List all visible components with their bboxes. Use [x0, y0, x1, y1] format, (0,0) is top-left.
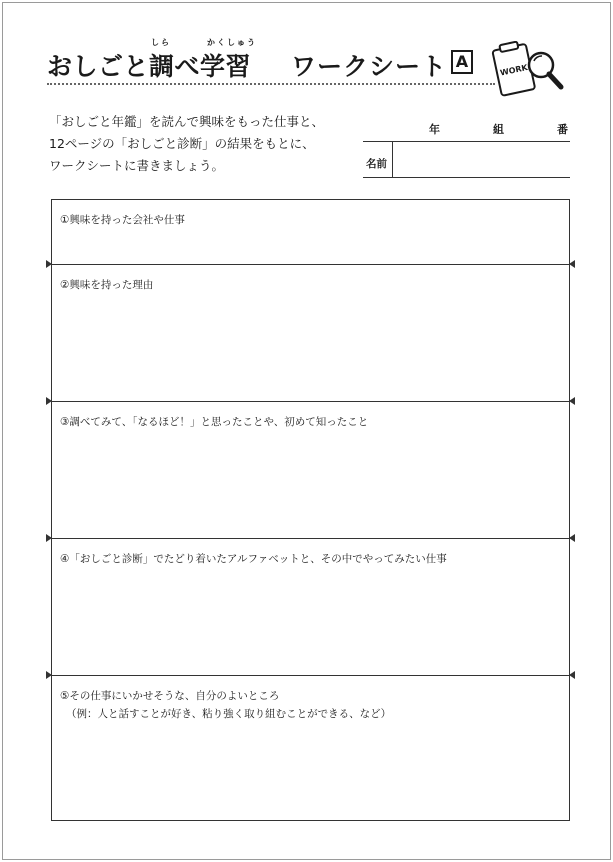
version-badge: A [451, 50, 473, 74]
marker-right-2 [569, 397, 575, 405]
question-3-label: ③調べてみて、「なるほど！」と思ったことや、初めて知ったこと [60, 416, 369, 428]
name-field[interactable] [363, 141, 570, 178]
work-icon-label: WORK [499, 62, 529, 78]
question-4-label: ④「おしごと診断」でたどり着いたアルファベットと、その中でやってみたい仕事 [60, 553, 447, 565]
title-ruby-gakushu: かくしゅう [207, 38, 257, 47]
title-dotted-rule [47, 83, 495, 85]
question-5-label: ⑤その仕事にいかせそうな、自分のよいところ [60, 690, 280, 702]
title-subtitle: ワークシート [291, 52, 448, 81]
question-2-label: ②興味を持った理由 [60, 279, 154, 291]
question-1-label: ①興味を持った会社や仕事 [60, 214, 185, 226]
answer-sheet [51, 199, 570, 821]
answer-box-2[interactable] [52, 265, 569, 402]
worksheet-page [2, 2, 611, 860]
year-label: 年 [429, 123, 440, 136]
instructions [49, 111, 349, 177]
clipboard-magnifier-icon [489, 41, 571, 99]
marker-right-4 [569, 671, 575, 679]
marker-right-3 [569, 534, 575, 542]
question-5-example: （例：人と話すことが好き、粘り強く取り組むことができる、など） [66, 708, 392, 720]
instructions-line-3: ワークシートに書きましょう。 [49, 158, 225, 173]
number-label: 番 [557, 123, 568, 136]
instructions-line-2: 12ページの「おしごと診断」の結果をもとに、 [49, 136, 315, 151]
name-label: 名前 [366, 158, 387, 170]
title-ruby-shirabe: しら [151, 38, 171, 47]
marker-right-1 [569, 260, 575, 268]
answer-box-4[interactable] [52, 539, 569, 676]
name-divider [392, 142, 393, 177]
answer-box-5[interactable] [52, 676, 569, 820]
instructions-line-1: 「おしごと年鑑」を読んで興味をもった仕事と、 [49, 114, 325, 129]
class-label: 組 [493, 123, 504, 136]
title-main: おしごと調べ学習 [47, 52, 252, 81]
answer-box-3[interactable] [52, 402, 569, 539]
answer-box-1[interactable] [52, 200, 569, 265]
